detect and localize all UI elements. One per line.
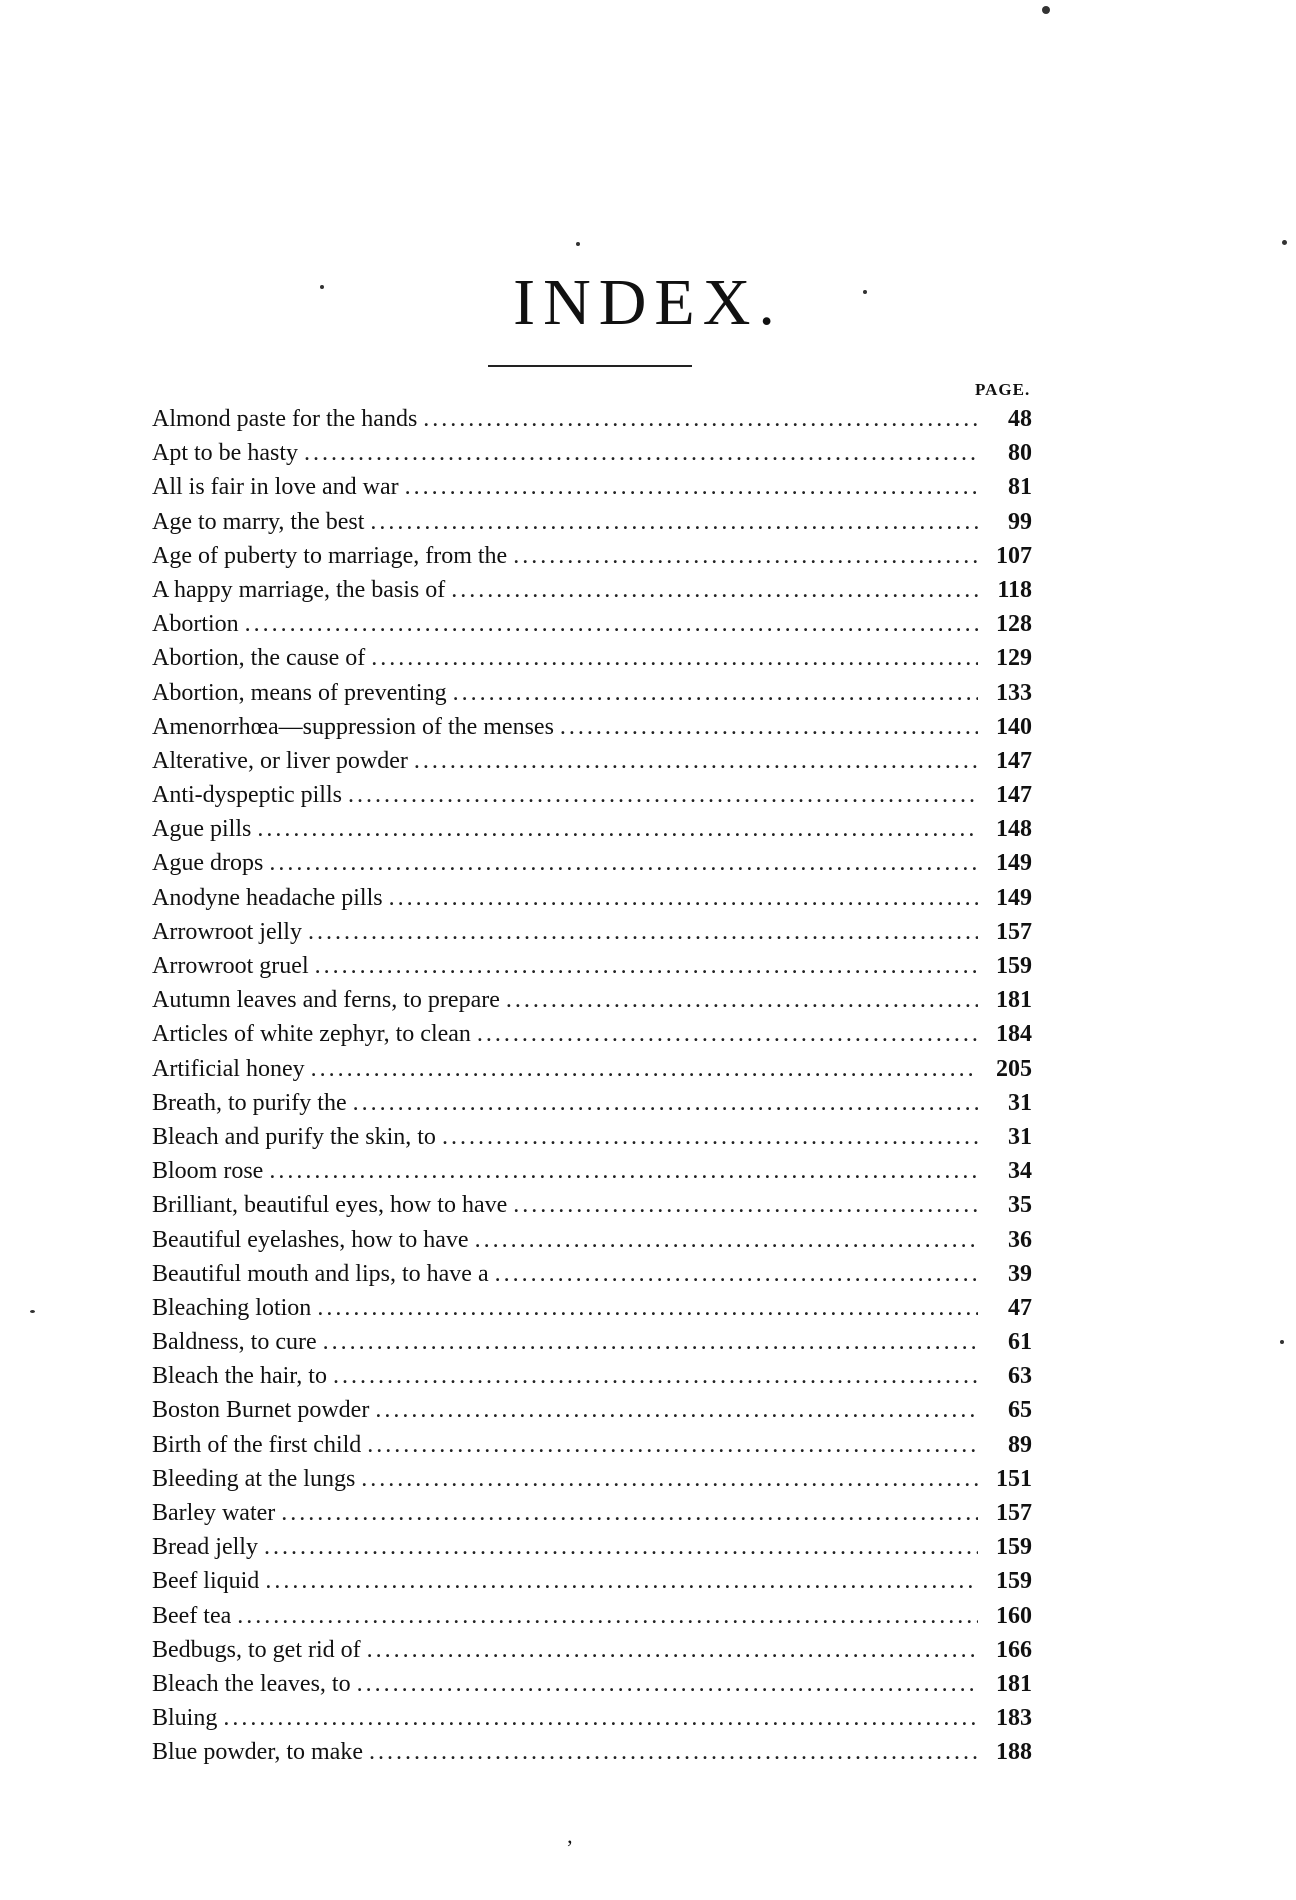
index-entry — [152, 1701, 1032, 1735]
index-entry-page: 160 — [996, 1602, 1032, 1629]
index-entry-page: 36 — [1008, 1226, 1032, 1253]
index-entry-title: Abortion, the cause of — [152, 645, 366, 672]
dot-leader — [375, 1393, 978, 1427]
index-entry-page: 99 — [1008, 508, 1032, 535]
index-entry-page: 183 — [996, 1705, 1032, 1732]
index-entry-title: Abortion — [152, 611, 239, 638]
index-entry-list — [152, 402, 1032, 1770]
dot-leader — [453, 676, 978, 710]
scan-speck — [30, 1310, 35, 1313]
index-entry-title: Bedbugs, to get rid of — [152, 1636, 361, 1663]
dot-leader — [269, 846, 978, 880]
dot-leader — [264, 1530, 978, 1564]
index-entry-title: Bleach and purify the skin, to — [152, 1123, 436, 1150]
index-entry-page: 65 — [1008, 1397, 1032, 1424]
scan-speck — [1042, 6, 1050, 14]
index-entry-title: Bloom rose — [152, 1158, 264, 1185]
scan-speck — [576, 242, 580, 246]
index-entry-title: Bread jelly — [152, 1534, 258, 1561]
index-entry — [152, 436, 1032, 470]
index-entry-title: Bleach the hair, to — [152, 1363, 327, 1390]
index-entry-title: Brilliant, beautiful eyes, how to have — [152, 1192, 508, 1219]
index-entry-page: 31 — [1008, 1089, 1032, 1116]
index-entry-title: Arrowroot gruel — [152, 953, 309, 979]
index-entry — [152, 505, 1032, 539]
dot-leader — [451, 573, 978, 607]
page-folio-mark: ’ — [566, 1835, 574, 1860]
index-entry-title: Beef tea — [152, 1602, 232, 1629]
dot-leader — [477, 1017, 978, 1051]
dot-leader — [560, 710, 978, 744]
index-entry — [152, 1599, 1032, 1633]
index-entry — [152, 1257, 1032, 1291]
index-entry-page: 149 — [996, 884, 1032, 911]
dot-leader — [348, 778, 978, 812]
index-entry-title: Amenorrhœa—suppression of the menses — [152, 713, 554, 740]
dot-leader — [265, 1564, 978, 1598]
index-entry-page: 188 — [996, 1739, 1032, 1766]
dot-leader — [257, 812, 978, 846]
dot-leader — [311, 1052, 978, 1086]
scan-speck — [1280, 1340, 1284, 1344]
index-entry-page: 181 — [996, 1670, 1032, 1697]
index-entry — [152, 744, 1032, 778]
index-entry — [152, 1154, 1032, 1188]
index-entry-page: 107 — [996, 542, 1032, 569]
index-entry-title: A happy marriage, the basis of — [152, 576, 446, 603]
index-entry-title: All is fair in love and war — [152, 474, 399, 501]
index-entry-page: 159 — [996, 953, 1032, 979]
dot-leader — [367, 1633, 978, 1667]
index-entry-page: 184 — [996, 1021, 1032, 1048]
index-entry-title: Abortion, means of preventing — [152, 679, 447, 706]
index-entry-page: 133 — [996, 679, 1032, 706]
index-entry — [152, 949, 1032, 983]
dot-leader — [315, 949, 978, 983]
index-entry-page: 159 — [996, 1568, 1032, 1595]
dot-leader — [442, 1120, 978, 1154]
index-entry-title: Beautiful mouth and lips, to have a — [152, 1260, 489, 1287]
index-entry-title: Ague pills — [152, 816, 252, 843]
index-entry — [152, 710, 1032, 744]
dot-leader — [304, 436, 978, 470]
index-entry-page: 129 — [996, 645, 1032, 672]
scan-speck — [1282, 240, 1287, 245]
index-entry-page: 63 — [1008, 1363, 1032, 1390]
index-entry — [152, 607, 1032, 641]
dot-leader — [269, 1154, 978, 1188]
index-entry — [152, 1633, 1032, 1667]
index-entry — [152, 1735, 1032, 1769]
index-entry-title: Bleeding at the lungs — [152, 1465, 356, 1492]
index-entry — [152, 1564, 1032, 1598]
index-entry-title: Baldness, to cure — [152, 1329, 317, 1356]
index-entry — [152, 1428, 1032, 1462]
index-entry-page: 81 — [1008, 474, 1032, 501]
dot-leader — [414, 744, 978, 778]
dot-leader — [369, 1735, 978, 1769]
index-entry — [152, 1496, 1032, 1530]
index-entry-title: Boston Burnet powder — [152, 1397, 370, 1424]
index-entry-title: Ague drops — [152, 850, 264, 877]
index-entry — [152, 1017, 1032, 1051]
title-rule — [488, 365, 692, 367]
index-entry-page: 89 — [1008, 1431, 1032, 1458]
index-entry — [152, 915, 1032, 949]
page-column-header: PAGE. — [975, 380, 1031, 399]
index-entry-title: Alterative, or liver powder — [152, 747, 408, 774]
index-entry-page: 61 — [1008, 1329, 1032, 1356]
dot-leader — [389, 881, 978, 915]
index-entry-page: 151 — [996, 1465, 1032, 1492]
index-entry — [152, 1120, 1032, 1154]
index-entry-page: 157 — [996, 1500, 1032, 1526]
index-entry-page: 47 — [1008, 1294, 1032, 1321]
index-entry-page: 147 — [996, 747, 1032, 774]
index-entry-page: 147 — [996, 782, 1032, 809]
dot-leader — [513, 539, 978, 573]
index-entry — [152, 539, 1032, 573]
index-entry — [152, 573, 1032, 607]
index-entry-page: 149 — [996, 850, 1032, 877]
scan-speck — [863, 290, 867, 294]
dot-leader — [308, 915, 978, 949]
dot-leader — [513, 1188, 978, 1222]
index-entry — [152, 1188, 1032, 1222]
index-entry-page: 128 — [996, 611, 1032, 638]
dot-leader — [506, 983, 978, 1017]
index-entry-page: 31 — [1008, 1123, 1032, 1150]
index-entry-page: 157 — [996, 918, 1032, 945]
dot-leader — [223, 1701, 978, 1735]
index-entry — [152, 983, 1032, 1017]
index-entry-title: Anodyne headache pills — [152, 884, 383, 911]
index-entry-page: 166 — [996, 1636, 1032, 1663]
dot-leader — [353, 1086, 978, 1120]
index-entry-title: Bluing — [152, 1705, 218, 1732]
index-entry — [152, 1052, 1032, 1086]
dot-leader — [281, 1496, 978, 1530]
dot-leader — [245, 607, 978, 641]
index-entry — [152, 641, 1032, 675]
index-entry — [152, 812, 1032, 846]
index-entry-title: Artificial honey — [152, 1055, 305, 1082]
dot-leader — [475, 1223, 978, 1257]
index-entry-page: 39 — [1008, 1260, 1032, 1287]
index-entry — [152, 1223, 1032, 1257]
index-entry-title: Birth of the first child — [152, 1431, 362, 1458]
dot-leader — [423, 402, 978, 436]
index-entry — [152, 1086, 1032, 1120]
index-entry — [152, 1325, 1032, 1359]
index-entry-title: Bleaching lotion — [152, 1294, 312, 1321]
index-entry — [152, 1359, 1032, 1393]
index-entry-page: 48 — [1008, 406, 1032, 432]
index-entry — [152, 1291, 1032, 1325]
dot-leader — [495, 1257, 978, 1291]
index-entry-page: 205 — [996, 1055, 1032, 1082]
dot-leader — [357, 1667, 978, 1701]
index-entry — [152, 470, 1032, 504]
index-entry-title: Apt to be hasty — [152, 440, 298, 467]
dot-leader — [405, 470, 978, 504]
index-entry — [152, 1667, 1032, 1701]
index-entry — [152, 1393, 1032, 1427]
dot-leader — [370, 505, 978, 539]
index-entry-title: Almond paste for the hands — [152, 406, 418, 432]
index-entry-title: Autumn leaves and ferns, to prepare — [152, 987, 500, 1014]
index-entry-page: 34 — [1008, 1158, 1032, 1185]
index-entry-title: Breath, to purify the — [152, 1089, 347, 1116]
index-entry-page: 159 — [996, 1534, 1032, 1561]
index-entry-title: Barley water — [152, 1500, 276, 1526]
index-entry — [152, 881, 1032, 915]
index-entry — [152, 778, 1032, 812]
dot-leader — [323, 1325, 978, 1359]
index-entry-title: Bleach the leaves, to — [152, 1670, 351, 1697]
index-entry-title: Beef liquid — [152, 1568, 260, 1595]
index-entry-title: Age to marry, the best — [152, 508, 365, 535]
index-entry-page: 140 — [996, 713, 1032, 740]
index-entry — [152, 1462, 1032, 1496]
index-entry-page: 80 — [1008, 440, 1032, 467]
dot-leader — [367, 1428, 978, 1462]
dot-leader — [371, 641, 978, 675]
page-title: INDEX. — [513, 266, 783, 339]
index-entry-page: 35 — [1008, 1192, 1032, 1219]
scan-speck — [320, 285, 324, 289]
dot-leader — [237, 1599, 978, 1633]
index-entry-page: 148 — [996, 816, 1032, 843]
index-entry-title: Articles of white zephyr, to clean — [152, 1021, 471, 1048]
index-entry-page: 118 — [997, 576, 1032, 603]
index-entry-title: Anti-dyspeptic pills — [152, 782, 342, 809]
dot-leader — [333, 1359, 978, 1393]
index-entry-title: Age of puberty to marriage, from the — [152, 542, 508, 569]
index-entry — [152, 1530, 1032, 1564]
dot-leader — [361, 1462, 978, 1496]
index-entry — [152, 402, 1032, 436]
index-entry-title: Arrowroot jelly — [152, 918, 302, 945]
index-entry — [152, 676, 1032, 710]
dot-leader — [317, 1291, 978, 1325]
index-entry-page: 181 — [996, 987, 1032, 1014]
index-entry-title: Beautiful eyelashes, how to have — [152, 1226, 469, 1253]
index-entry-title: Blue powder, to make — [152, 1739, 363, 1766]
index-entry — [152, 846, 1032, 880]
